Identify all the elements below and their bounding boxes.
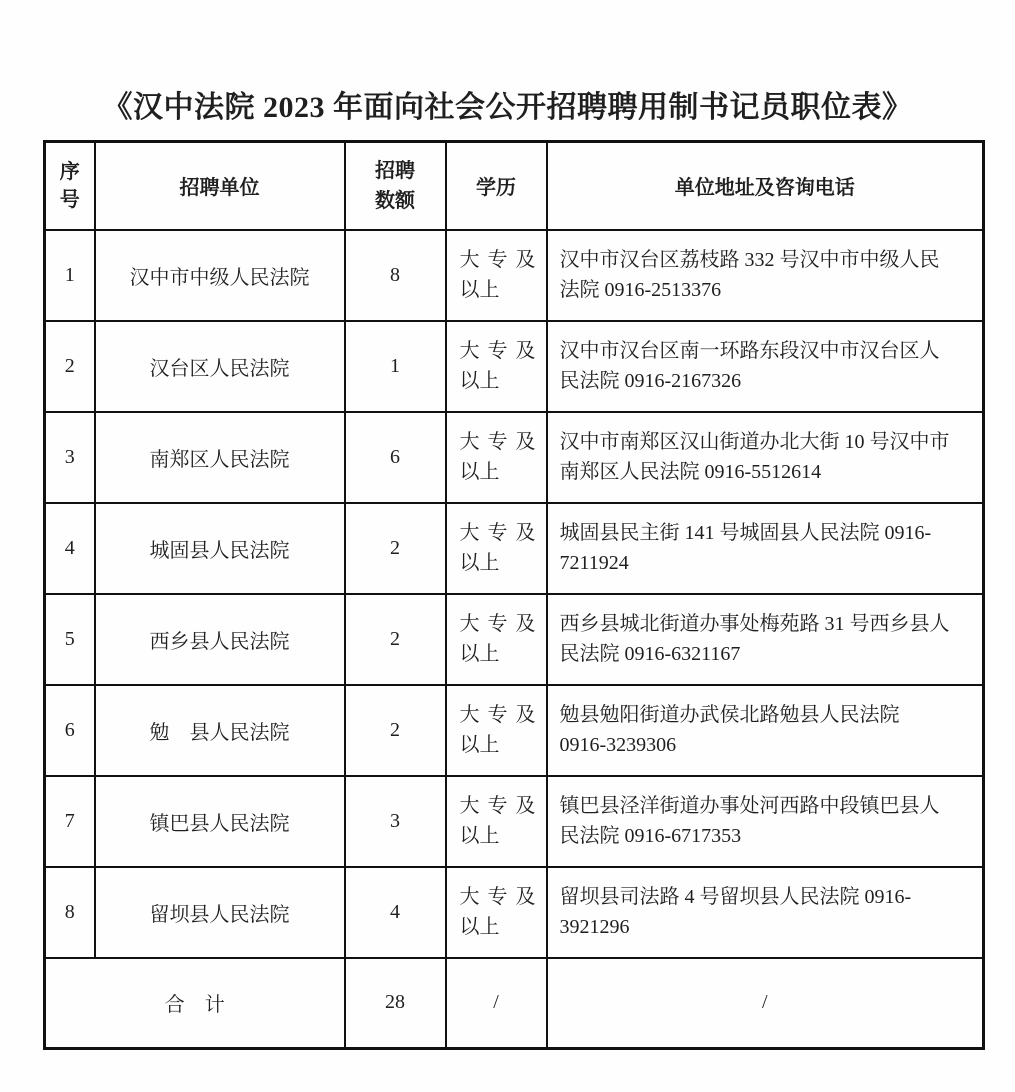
cell-education	[446, 776, 547, 867]
table-body	[45, 230, 984, 1049]
header-cell-quota	[345, 142, 446, 230]
table-row	[45, 776, 984, 867]
cell-education	[446, 503, 547, 594]
cell-contact: 汉中市汉台区南一环路东段汉中市汉台区人民法院 0916-2167326	[547, 321, 984, 412]
cell-quota: 2	[345, 685, 446, 776]
cell-index: 2	[45, 321, 95, 412]
cell-quota: 1	[345, 321, 446, 412]
cell-index: 6	[45, 685, 95, 776]
positions-table	[43, 140, 985, 1050]
cell-education	[446, 230, 547, 321]
total-quota: 28	[345, 958, 446, 1049]
cell-index: 4	[45, 503, 95, 594]
cell-unit: 汉台区人民法院	[95, 321, 345, 412]
cell-quota: 6	[345, 412, 446, 503]
cell-education	[446, 321, 547, 412]
cell-quota: 3	[345, 776, 446, 867]
cell-unit: 城固县人民法院	[95, 503, 345, 594]
cell-education	[446, 685, 547, 776]
cell-unit: 留坝县人民法院	[95, 867, 345, 958]
total-education: /	[446, 958, 547, 1049]
cell-education	[446, 867, 547, 958]
header-quota-label: 招聘数额	[375, 159, 415, 212]
education-text: 大专及以上	[459, 340, 536, 392]
cell-index: 1	[45, 230, 95, 321]
table-row	[45, 321, 984, 412]
total-contact: /	[547, 958, 984, 1049]
education-text: 大专及以上	[459, 522, 536, 574]
cell-contact: 城固县民主街 141 号城固县人民法院 0916-7211924	[547, 503, 984, 594]
cell-unit: 勉 县人民法院	[95, 685, 345, 776]
cell-quota: 4	[345, 867, 446, 958]
cell-index: 7	[45, 776, 95, 867]
total-label: 合 计	[45, 958, 345, 1049]
cell-unit: 南郑区人民法院	[95, 412, 345, 503]
cell-contact: 西乡县城北街道办事处梅苑路 31 号西乡县人民法院 0916-6321167	[547, 594, 984, 685]
education-text: 大专及以上	[459, 249, 536, 301]
header-cell-education: 学历	[446, 142, 547, 230]
table-row	[45, 412, 984, 503]
cell-education	[446, 412, 547, 503]
cell-unit: 镇巴县人民法院	[95, 776, 345, 867]
education-text: 大专及以上	[459, 795, 536, 847]
header-cell-index	[45, 142, 95, 230]
cell-contact: 镇巴县泾洋街道办事处河西路中段镇巴县人民法院 0916-6717353	[547, 776, 984, 867]
education-text: 大专及以上	[459, 613, 536, 665]
table-header-row	[45, 142, 984, 230]
education-text: 大专及以上	[459, 886, 536, 938]
cell-quota: 8	[345, 230, 446, 321]
table-row	[45, 594, 984, 685]
education-text: 大专及以上	[459, 704, 536, 756]
cell-quota: 2	[345, 503, 446, 594]
header-cell-contact: 单位地址及咨询电话	[547, 142, 984, 230]
cell-contact: 留坝县司法路 4 号留坝县人民法院 0916-3921296	[547, 867, 984, 958]
header-index-label: 序号	[59, 160, 80, 211]
cell-contact: 汉中市南郑区汉山街道办北大街 10 号汉中市南郑区人民法院 0916-5512614	[547, 412, 984, 503]
cell-index: 5	[45, 594, 95, 685]
table-row	[45, 503, 984, 594]
header-cell-unit: 招聘单位	[95, 142, 345, 230]
table-header	[45, 142, 984, 230]
education-text: 大专及以上	[459, 431, 536, 483]
table-row	[45, 230, 984, 321]
cell-contact: 勉县勉阳街道办武侯北路勉县人民法院 0916-3239306	[547, 685, 984, 776]
table-row	[45, 867, 984, 958]
cell-unit: 西乡县人民法院	[95, 594, 345, 685]
cell-contact: 汉中市汉台区荔枝路 332 号汉中市中级人民法院 0916-2513376	[547, 230, 984, 321]
total-row	[45, 958, 984, 1049]
table-row	[45, 685, 984, 776]
cell-index: 3	[45, 412, 95, 503]
cell-education	[446, 594, 547, 685]
document-title: 《汉中法院 2023 年面向社会公开招聘聘用制书记员职位表》	[102, 91, 913, 124]
cell-index: 8	[45, 867, 95, 958]
cell-quota: 2	[345, 594, 446, 685]
cell-unit: 汉中市中级人民法院	[95, 230, 345, 321]
